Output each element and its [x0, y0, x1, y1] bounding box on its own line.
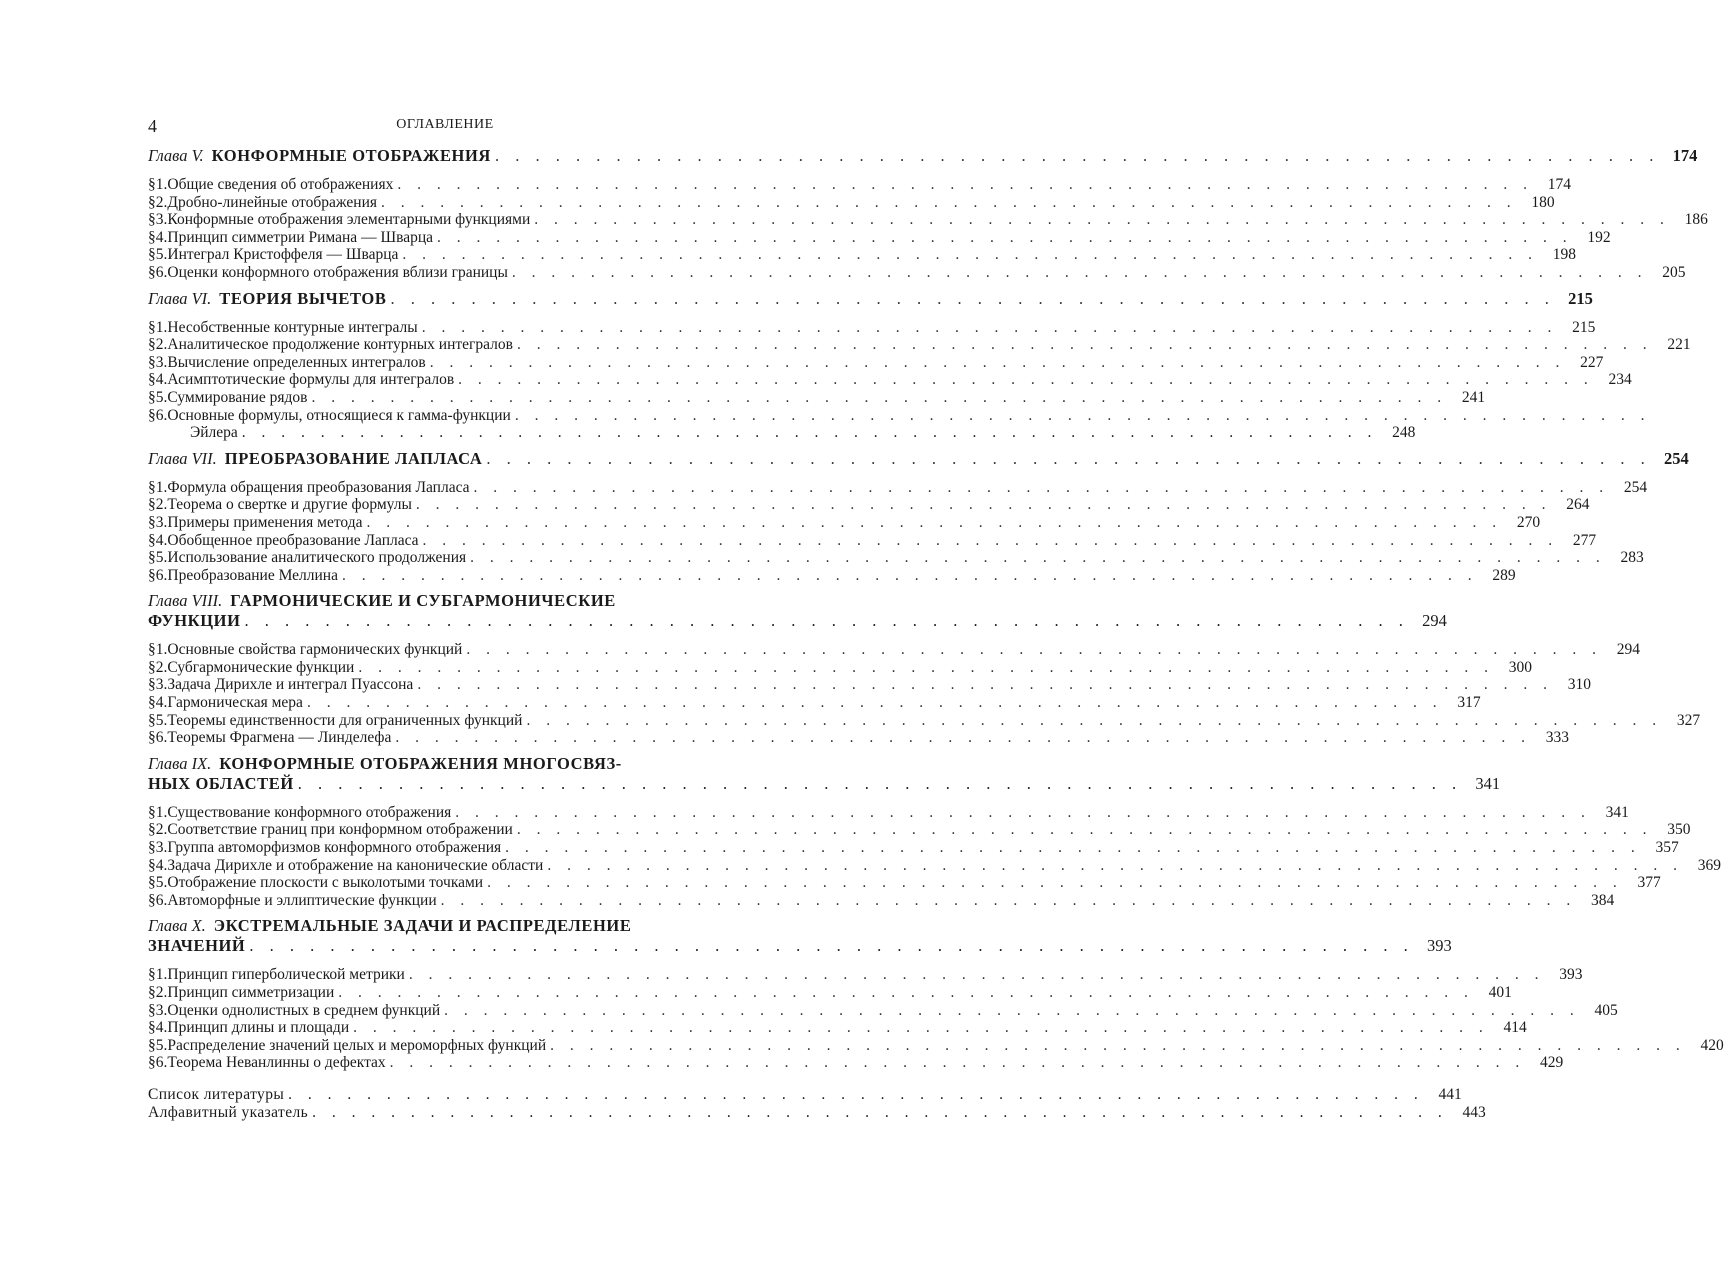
section-entry [148, 874, 1661, 892]
section-entry [148, 566, 1516, 585]
section-title: Отображение плоскости с выколотыми точками [167, 874, 484, 892]
section-page: 221 [1667, 336, 1691, 354]
section-entry [148, 353, 1604, 372]
section-symbol: § [148, 856, 156, 874]
section-title: Соответствие границ при конформном отображении [167, 821, 513, 839]
section-symbol: § [148, 711, 156, 729]
section-symbol: § [148, 228, 156, 246]
leader-dots: . . . . . . . . . . . . . . . . . . . . . . . . . . . . . . . . . . . . . . . . . . . . . . . . . . . . . . . . . . [389, 1054, 1526, 1072]
section-number: 6. [155, 406, 168, 424]
leader-dots: . . . . . . . . . . . . . . . . . . . . . . . . . . . . . . . . . . . . . . . . . . . . . . . . . . . . . . . . . . [381, 193, 1517, 211]
chapter-label: Глава X. [148, 916, 206, 936]
chapter-block [148, 146, 1708, 282]
section-page: 377 [1637, 874, 1661, 892]
section-title: Асимптотические формулы для интегралов [167, 371, 455, 389]
section-number: 3. [155, 353, 168, 371]
section-number: 5. [155, 874, 168, 892]
section-number: 4. [155, 1019, 168, 1037]
chapter-heading-line [148, 773, 1501, 796]
section-entry [148, 1001, 1618, 1020]
chapter-page: 294 [1422, 611, 1447, 631]
chapter-heading-line [148, 936, 1452, 958]
section-list [148, 478, 1648, 585]
leader-dots: . . . . . . . . . . . . . . . . . . . . . . . . . . . . . . . . . . . . . . . . . . . . . . . . . . . . . . . . . . [249, 936, 1414, 956]
section-entry [148, 193, 1555, 212]
leader-dots: . . . . . . . . . . . . . . . . . . . . . . . . . . . . . . . . . . . . . . . . . . . . . . . . . . . . . . . . . . [487, 874, 1623, 892]
section-page: 227 [1580, 353, 1604, 371]
chapter-block [148, 753, 1721, 910]
section-title: Использование аналитического продолжения [167, 549, 467, 567]
section-page: 300 [1508, 658, 1532, 676]
section-symbol: § [148, 676, 156, 694]
section-entry-continued [148, 424, 1416, 442]
chapter-page: 341 [1475, 773, 1501, 793]
section-entry [148, 176, 1571, 194]
section-entry [148, 856, 1721, 875]
section-symbol: § [148, 263, 156, 281]
section-page: 241 [1461, 388, 1486, 406]
chapter-block [148, 288, 1691, 442]
leader-dots: . . . . . . . . . . . . . . . . . . . . . . . . . . . . . . . . . . . . . . . . . . . . . . . . . . . . . . . . . . [311, 388, 1448, 406]
leader-dots: . . . . . . . . . . . . . . . . . . . . . . . . . . . . . . . . . . . . . . . . . . . . . . . . . . . . . . . . . . [415, 496, 1552, 514]
section-page: 192 [1587, 228, 1611, 246]
section-symbol: § [148, 176, 156, 193]
section-title-continued: Эйлера [190, 424, 238, 442]
section-entry [148, 711, 1701, 730]
section-symbol: § [148, 641, 156, 659]
section-entry [148, 371, 1632, 389]
section-symbol: § [148, 566, 156, 584]
section-number: 3. [155, 1001, 168, 1019]
chapter-heading [148, 916, 1452, 958]
section-title: Дробно-линейные отображения [167, 193, 377, 211]
section-title: Конформные отображения элементарными функциями [167, 211, 531, 229]
back-matter-page: 441 [1438, 1085, 1462, 1103]
chapter-label: Глава V. [148, 146, 204, 165]
chapter-title: ТЕОРИЯ ВЫЧЕТОВ [219, 288, 387, 308]
section-page: 294 [1616, 641, 1640, 659]
page-number: 4 [148, 116, 157, 136]
leader-dots: . . . . . . . . . . . . . . . . . . . . . . . . . . . . . . . . . . . . . . . . . . . . . . . . . . . . . . . . . . [366, 513, 1503, 531]
leader-dots: . . . . . . . . . . . . . . . . . . . . . . . . . . . . . . . . . . . . . . . . . . . . . . . . . . . . . . . . . . [505, 839, 1641, 857]
section-title: Формула обращения преобразования Лапласа [167, 478, 470, 496]
section-title: Принцип длины и площади [167, 1019, 350, 1037]
section-page: 333 [1545, 729, 1569, 747]
section-entry [148, 406, 1651, 425]
section-title: Оценки однолистных в среднем функций [167, 1001, 441, 1019]
section-page: 205 [1662, 263, 1686, 281]
leader-dots: . . . . . . . . . . . . . . . . . . . . . . . . . . . . . . . . . . . . . . . . . . . . . . . . . . . . . . . . . . [306, 694, 1443, 712]
leader-dots: . . . . . . . . . . . . . . . . . . . . . . . . . . . . . . . . . . . . . . . . . . . . . . . . . . . . . . . . . . [422, 531, 1559, 549]
section-symbol: § [148, 1001, 156, 1019]
section-symbol: § [148, 874, 156, 892]
section-title: Преобразование Меллина [167, 566, 338, 584]
section-entry [148, 318, 1596, 337]
chapter-label: Глава VI. [148, 288, 212, 308]
section-entry [148, 694, 1481, 712]
section-number: 6. [155, 891, 168, 909]
section-number: 5. [155, 711, 168, 729]
chapter-heading-line [148, 754, 742, 774]
section-number: 2. [155, 821, 168, 839]
section-number: 3. [155, 839, 168, 857]
section-entry [148, 478, 1648, 497]
section-title: Аналитическое продолжение контурных интегралов [167, 336, 513, 354]
section-page: 277 [1572, 531, 1597, 549]
section-title: Существование конформного отображения [167, 803, 452, 821]
section-title: Теорема о свертке и другие формулы [167, 496, 412, 514]
section-symbol: § [148, 406, 156, 424]
section-symbol: § [148, 353, 156, 371]
section-symbol: § [148, 388, 156, 406]
section-entry [148, 1054, 1564, 1072]
section-symbol: § [148, 1054, 156, 1072]
section-title: Автоморфные и эллиптические функции [167, 891, 437, 909]
section-entry [148, 729, 1569, 747]
running-title: ОГЛАВЛЕНИЕ [396, 117, 494, 132]
chapter-label: Глава VIII. [148, 591, 223, 611]
leader-dots: . . . . . . . . . . . . . . . . . . . . . . . . . . . . . . . . . . . . . . . . . . . . . . . . . . . . . . . . . . [514, 406, 1651, 424]
section-entry [148, 803, 1629, 822]
back-matter-page: 443 [1462, 1103, 1486, 1121]
section-symbol: § [148, 729, 156, 747]
leader-dots: . . . . . . . . . . . . . . . . . . . . . . . . . . . . . . . . . . . . . . . . . . . . . . . . . . . . . . . . . . [494, 146, 1660, 165]
section-page: 414 [1503, 1019, 1527, 1037]
section-symbol: § [148, 336, 156, 354]
section-number: 2. [155, 658, 168, 676]
section-title: Задача Дирихле и отображение на канонические области [167, 856, 544, 874]
section-number: 1. [155, 966, 168, 984]
section-page: 384 [1591, 891, 1615, 909]
section-number: 1. [155, 803, 168, 821]
section-title: Распределение значений целых и мероморфных функций [167, 1036, 547, 1054]
section-page: 327 [1676, 711, 1701, 729]
section-number: 2. [155, 336, 168, 354]
section-number: 3. [155, 211, 168, 229]
section-number: 4. [155, 371, 168, 389]
section-entry [148, 839, 1679, 857]
chapter-title-continued: ФУНКЦИИ [148, 611, 241, 631]
section-symbol: § [148, 821, 156, 839]
section-page: 401 [1488, 984, 1512, 1001]
leader-dots: . . . . . . . . . . . . . . . . . . . . . . . . . . . . . . . . . . . . . . . . . . . . . . . . . . . . . . . . . . [338, 984, 1474, 1001]
section-page: 350 [1667, 821, 1691, 839]
leader-dots: . . . . . . . . . . . . . . . . . . . . . . . . . . . . . . . . . . . . . . . . . . . . . . . . . . . . . . . . . . [397, 176, 1533, 193]
section-page: 357 [1655, 839, 1679, 857]
leader-dots: . . . . . . . . . . . . . . . . . . . . . . . . . . . . . . . . . . . . . . . . . . . . . . . . . . . . . . . . . . [526, 711, 1663, 729]
leader-dots: . . . . . . . . . . . . . . . . . . . . . . . . . . . . . . . . . . . . . . . . . . . . . . . . . . . . . . . . . . [341, 566, 1478, 584]
section-symbol: § [148, 318, 156, 336]
section-number: 1. [155, 478, 168, 496]
section-entry [148, 388, 1486, 407]
section-number: 2. [155, 984, 168, 1001]
section-symbol: § [148, 1036, 156, 1054]
chapter-title: ПРЕОБРАЗОВАНИЕ ЛАПЛАСА [224, 448, 483, 468]
section-page: 369 [1697, 856, 1721, 874]
section-symbol: § [148, 531, 156, 549]
section-symbol: § [148, 694, 156, 712]
section-symbol: § [148, 658, 156, 676]
section-symbol: § [148, 496, 156, 514]
chapter-title: КОНФОРМНЫЕ ОТОБРАЖЕНИЯ МНОГОСВЯЗ- [219, 753, 622, 773]
section-number: 6. [155, 566, 168, 584]
section-title: Задача Дирихле и интеграл Пуассона [167, 676, 414, 694]
section-symbol: § [148, 803, 156, 821]
section-page: 420 [1700, 1036, 1724, 1054]
section-title: Обобщенное преобразование Лапласа [167, 531, 419, 549]
section-number: 5. [155, 1036, 168, 1054]
section-symbol: § [148, 966, 156, 984]
chapter-heading [148, 146, 1698, 168]
section-symbol: § [148, 891, 156, 909]
section-entry [148, 228, 1611, 247]
section-symbol: § [148, 1019, 156, 1037]
leader-dots: . . . . . . . . . . . . . . . . . . . . . . . . . . . . . . . . . . . . . . . . . . . . . . . . . . . . . . . . . . [516, 821, 1653, 839]
section-page: 248 [1392, 424, 1416, 442]
section-entry [148, 496, 1590, 514]
section-title: Принцип гиперболической метрики [167, 966, 405, 984]
section-number: 4. [155, 856, 168, 874]
section-title: Общие сведения об отображениях [167, 176, 394, 193]
section-number: 1. [155, 641, 168, 659]
chapter-block [148, 916, 1724, 1072]
leader-dots: . . . . . . . . . . . . . . . . . . . . . . . . . . . . . . . . . . . . . . . . . . . . . . . . . . . . . . . . . . [395, 729, 1531, 747]
section-title: Группа автоморфизмов конформного отображения [167, 839, 502, 857]
section-title: Гармоническая мера [167, 694, 303, 712]
section-symbol: § [148, 193, 156, 211]
section-list [148, 803, 1721, 910]
section-page: 341 [1605, 803, 1629, 821]
section-title: Теоремы Фрагмена — Линделефа [167, 729, 392, 747]
chapter-heading [148, 753, 1501, 796]
leader-dots: . . . . . . . . . . . . . . . . . . . . . . . . . . . . . . . . . . . . . . . . . . . . . . . . . . . . . . . . . . [353, 1019, 1489, 1037]
section-page: 215 [1572, 318, 1596, 336]
section-entry [148, 531, 1597, 550]
section-symbol: § [148, 246, 156, 264]
section-title: Несобственные контурные интегралы [167, 318, 418, 336]
chapter-heading [148, 591, 1447, 633]
section-number: 2. [155, 496, 168, 514]
chapter-title: ЭКСТРЕМАЛЬНЫЕ ЗАДАЧИ И РАСПРЕДЕЛЕНИЕ [213, 916, 632, 936]
section-symbol: § [148, 549, 156, 567]
leader-dots: . . . . . . . . . . . . . . . . . . . . . . . . . . . . . . . . . . . . . . . . . . . . . . . . . . . . . . . . . . [547, 856, 1683, 874]
section-entry [148, 1019, 1527, 1037]
leader-dots: . . . . . . . . . . . . . . . . . . . . . . . . . . . . . . . . . . . . . . . . . . . . . . . . . . . . . . . . . . [429, 353, 1566, 371]
chapter-heading-line [148, 611, 1447, 633]
section-page: 180 [1531, 193, 1555, 211]
section-symbol: § [148, 984, 156, 1001]
section-entry [148, 211, 1708, 229]
section-symbol: § [148, 839, 156, 857]
section-entry [148, 246, 1577, 264]
section-entry [148, 1036, 1724, 1055]
section-number: 1. [155, 176, 168, 193]
section-title: Суммирование рядов [167, 388, 308, 406]
back-matter-entry [148, 1085, 1462, 1104]
leader-dots: . . . . . . . . . . . . . . . . . . . . . . . . . . . . . . . . . . . . . . . . . . . . . . . . . . . . . . . . . . [402, 246, 1539, 264]
back-matter [148, 1085, 1486, 1122]
section-page: 283 [1620, 549, 1644, 567]
section-entry [148, 891, 1615, 910]
leader-dots: . . . . . . . . . . . . . . . . . . . . . . . . . . . . . . . . . . . . . . . . . . . . . . . . . . . . . . . . . . [466, 641, 1602, 659]
leader-dots: . . . . . . . . . . . . . . . . . . . . . . . . . . . . . . . . . . . . . . . . . . . . . . . . . . . . . . . . . . [444, 1001, 1580, 1019]
chapter-page: 215 [1568, 288, 1593, 308]
section-entry [148, 263, 1686, 282]
section-list [148, 318, 1691, 442]
chapter-title: ГАРМОНИЧЕСКИЕ И СУБГАРМОНИЧЕСКИЕ [230, 591, 616, 611]
leader-dots: . . . . . . . . . . . . . . . . . . . . . . . . . . . . . . . . . . . . . . . . . . . . . . . . . . . . . . . . . . [473, 478, 1610, 496]
section-page: 429 [1540, 1054, 1564, 1072]
section-number: 6. [155, 263, 168, 281]
leader-dots: . . . . . . . . . . . . . . . . . . . . . . . . . . . . . . . . . . . . . . . . . . . . . . . . . . . . . . . . . . [421, 318, 1558, 336]
section-symbol: § [148, 513, 156, 531]
section-entry [148, 821, 1691, 839]
section-page: 393 [1559, 966, 1583, 984]
chapter-heading [148, 288, 1593, 311]
section-page: 405 [1594, 1001, 1618, 1019]
leader-dots: . . . . . . . . . . . . . . . . . . . . . . . . . . . . . . . . . . . . . . . . . . . . . . . . . . . . . . . . . . [437, 228, 1573, 246]
section-number: 3. [155, 676, 168, 694]
section-title: Основные свойства гармонических функций [167, 641, 463, 659]
chapter-heading-line [148, 591, 742, 611]
section-title: Вычисление определенных интегралов [167, 353, 426, 371]
leader-dots: . . . . . . . . . . . . . . . . . . . . . . . . . . . . . . . . . . . . . . . . . . . . . . . . . . . . . . . . . . [408, 966, 1545, 984]
chapter-heading-line [148, 916, 742, 936]
section-title: Оценки конформного отображения вблизи границы [167, 263, 508, 281]
section-page: 264 [1566, 496, 1590, 514]
section-entry [148, 676, 1591, 694]
section-page: 254 [1623, 478, 1648, 496]
section-title: Примеры применения метода [167, 513, 363, 531]
section-number: 6. [155, 1054, 168, 1072]
leader-dots: . . . . . . . . . . . . . . . . . . . . . . . . . . . . . . . . . . . . . . . . . . . . . . . . . . . . . . . . . . [440, 891, 1577, 909]
chapter-page: 254 [1664, 448, 1689, 468]
section-list [148, 966, 1724, 1072]
section-number: 4. [155, 694, 168, 712]
section-entry [148, 513, 1541, 532]
chapter-label: Глава IX. [148, 753, 212, 773]
section-title: Интеграл Кристоффеля — Шварца [167, 246, 399, 264]
section-number: 1. [155, 318, 168, 336]
section-entry [148, 658, 1532, 677]
section-number: 5. [155, 246, 168, 264]
leader-dots: . . . . . . . . . . . . . . . . . . . . . . . . . . . . . . . . . . . . . . . . . . . . . . . . . . . . . . . . . . [417, 676, 1553, 694]
section-entry [148, 549, 1644, 567]
leader-dots: . . . . . . . . . . . . . . . . . . . . . . . . . . . . . . . . . . . . . . . . . . . . . . . . . . . . . . . . . . [550, 1036, 1686, 1054]
section-page: 310 [1567, 676, 1591, 694]
section-title: Принцип симметризации [167, 984, 335, 1001]
section-number: 6. [155, 729, 168, 747]
chapter-title-continued: НЫХ ОБЛАСТЕЙ [148, 773, 294, 793]
leader-dots: . . . . . . . . . . . . . . . . . . . . . . . . . . . . . . . . . . . . . . . . . . . . . . . . . . . . . . . . . . [241, 424, 1378, 442]
section-title: Основные формулы, относящиеся к гамма-функции [167, 406, 511, 424]
leader-dots: . . . . . . . . . . . . . . . . . . . . . . . . . . . . . . . . . . . . . . . . . . . . . . . . . . . . . . . . . . [455, 803, 1591, 821]
leader-dots: . . . . . . . . . . . . . . . . . . . . . . . . . . . . . . . . . . . . . . . . . . . . . . . . . . . . . . . . . . [486, 448, 1651, 468]
section-list [148, 176, 1708, 282]
section-number: 3. [155, 513, 168, 531]
leader-dots: . . . . . . . . . . . . . . . . . . . . . . . . . . . . . . . . . . . . . . . . . . . . . . . . . . . . . . . . . . [458, 371, 1594, 389]
section-symbol: § [148, 478, 156, 496]
leader-dots: . . . . . . . . . . . . . . . . . . . . . . . . . . . . . . . . . . . . . . . . . . . . . . . . . . . . . . . . . . [390, 288, 1555, 308]
back-matter-title: Список литературы [148, 1085, 285, 1103]
leader-dots: . . . . . . . . . . . . . . . . . . . . . . . . . . . . . . . . . . . . . . . . . . . . . . . . . . . . . . . . . . [312, 1103, 1448, 1121]
section-page: 317 [1457, 694, 1481, 712]
section-number: 4. [155, 531, 168, 549]
table-of-contents [148, 146, 1724, 1122]
section-page: 270 [1516, 513, 1541, 531]
chapter-block [148, 591, 1701, 747]
leader-dots: . . . . . . . . . . . . . . . . . . . . . . . . . . . . . . . . . . . . . . . . . . . . . . . . . . . . . . . . . . [470, 549, 1606, 567]
section-entry [148, 641, 1640, 659]
section-title: Принцип симметрии Римана — Шварца [167, 228, 433, 246]
chapter-title-continued: ЗНАЧЕНИЙ [148, 936, 246, 956]
section-page: 174 [1547, 176, 1571, 193]
section-title: Теорема Неванлинны о дефектах [167, 1054, 386, 1072]
leader-dots: . . . . . . . . . . . . . . . . . . . . . . . . . . . . . . . . . . . . . . . . . . . . . . . . . . . . . . . . . . [534, 211, 1670, 229]
back-matter-title: Алфавитный указатель [148, 1103, 309, 1121]
leader-dots: . . . . . . . . . . . . . . . . . . . . . . . . . . . . . . . . . . . . . . . . . . . . . . . . . . . . . . . . . . [288, 1085, 1424, 1103]
section-entry [148, 336, 1691, 354]
section-symbol: § [148, 371, 156, 389]
section-title: Субгармонические функции [167, 658, 355, 676]
leader-dots: . . . . . . . . . . . . . . . . . . . . . . . . . . . . . . . . . . . . . . . . . . . . . . . . . . . . . . . . . . [516, 336, 1653, 354]
chapter-page: 174 [1672, 146, 1698, 165]
leader-dots: . . . . . . . . . . . . . . . . . . . . . . . . . . . . . . . . . . . . . . . . . . . . . . . . . . . . . . . . . . [511, 263, 1648, 281]
section-number: 5. [155, 549, 168, 567]
chapter-heading [148, 448, 1689, 471]
section-number: 4. [155, 228, 168, 246]
leader-dots: . . . . . . . . . . . . . . . . . . . . . . . . . . . . . . . . . . . . . . . . . . . . . . . . . . . . . . . . . . [297, 773, 1463, 793]
chapter-block [148, 448, 1689, 585]
section-title: Теоремы единственности для ограниченных функций [167, 711, 523, 729]
chapter-label: Глава VII. [148, 448, 217, 468]
leader-dots: . . . . . . . . . . . . . . . . . . . . . . . . . . . . . . . . . . . . . . . . . . . . . . . . . . . . . . . . . . [358, 658, 1494, 676]
section-page: 234 [1608, 371, 1632, 389]
section-entry [148, 984, 1512, 1002]
page-header [148, 116, 742, 136]
section-number: 5. [155, 388, 168, 406]
section-page: 198 [1552, 246, 1577, 264]
leader-dots: . . . . . . . . . . . . . . . . . . . . . . . . . . . . . . . . . . . . . . . . . . . . . . . . . . . . . . . . . . [244, 611, 1409, 631]
section-list [148, 641, 1701, 747]
section-number: 2. [155, 193, 168, 211]
back-matter-entry [148, 1103, 1486, 1122]
chapter-page: 393 [1427, 936, 1452, 956]
section-page: 186 [1684, 211, 1708, 229]
section-entry [148, 966, 1583, 984]
section-page: 289 [1492, 566, 1516, 584]
chapter-title: КОНФОРМНЫЕ ОТОБРАЖЕНИЯ [211, 146, 491, 165]
section-symbol: § [148, 211, 156, 229]
